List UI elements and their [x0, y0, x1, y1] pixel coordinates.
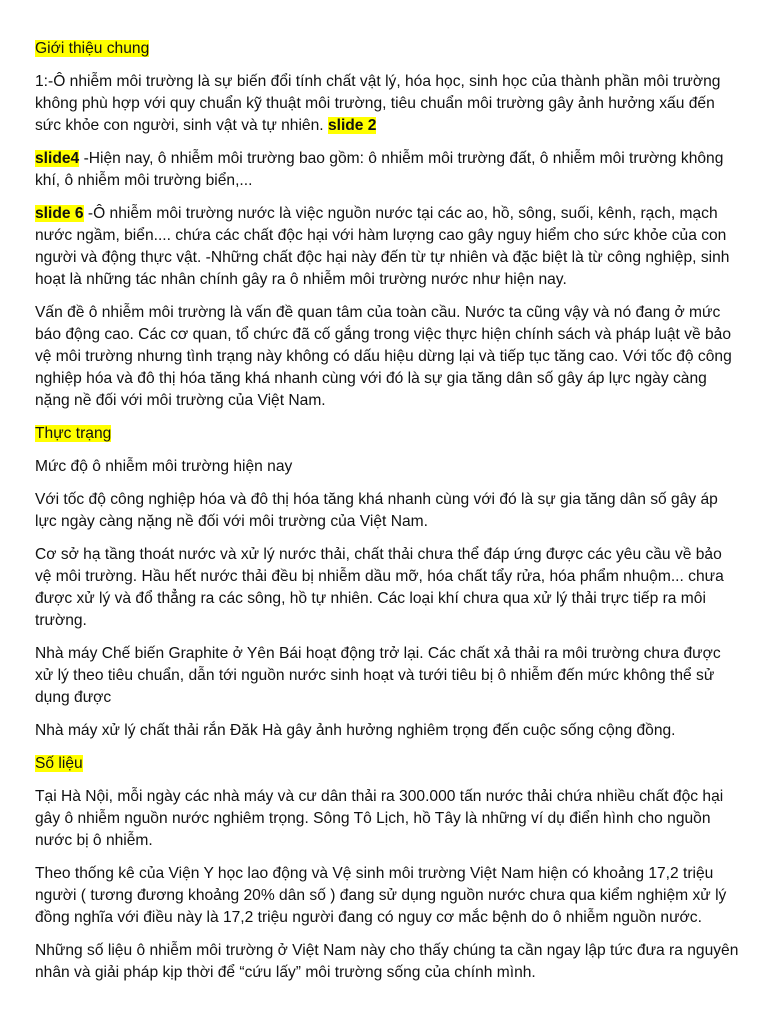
data-heading-paragraph — [35, 753, 741, 775]
statistics-paragraph: Theo thống kê của Viện Y học lao động và Vệ sinh môi trường Việt Nam hiện có khoảng 17,2 triệu người ( tương đương khoảng 20% dân số ) đang sử dụng nguồn nước chưa qua kiểm nghiệm xử lý đồng nghĩa với điều này là 17,2 triệu người đang có nguy cơ mắc bệnh do ô nhiễm nguồn nước. — [35, 865, 727, 926]
water-pollution-text: -Ô nhiễm môi trường nước là việc nguồn nước tại các ao, hồ, sông, suối, kênh, rạch, mạch nước ngầm, biển.... chứa các chất độc hại với hàm lượng cao gây nguy hiểm cho sức khỏe của con người và động thực vật. -Những chất độc hại này đến từ tự nhiên và đặc biệt là từ công nghiệp, sinh hoạt là những tác nhân chính gây ra ô nhiễm môi trường nước như hiện nay. — [35, 205, 730, 288]
conclusion-paragraph: Những số liệu ô nhiễm môi trường ở Việt Nam này cho thấy chúng ta cần ngay lập tức đưa ra nguyên nhân và giải pháp kịp thời để “cứu lấy” môi trường sống của chính mình. — [35, 942, 739, 981]
intro-heading: Giới thiệu chung — [35, 40, 150, 57]
definition-text: 1:-Ô nhiễm môi trường là sự biến đổi tính chất vật lý, hóa học, sinh học của thành phần môi trường không phù hợp với quy chuẩn kỹ thuật môi trường, tiêu chuẩn môi trường gây ảnh hưởng xấu đến sức khỏe con người, sinh vật và tự nhiên. — [35, 73, 721, 134]
global-issue-paragraph: Vấn đề ô nhiễm môi trường là vấn đề quan tâm của toàn cầu. Nước ta cũng vậy và nó đang ở mức báo động cao. Các cơ quan, tổ chức đã cố gắng trong việc thực hiện chính sách và pháp luật về bảo vệ môi trường nhưng tình trạng này không có dấu hiệu dừng lại và tiếp tục tăng cao. Với tốc độ công nghiệp hóa và đô thị hóa tăng khá nhanh cùng với đó là sự gia tăng dân số gây áp lực ngày càng nặng nề đối với môi trường của Việt Nam. — [35, 304, 732, 409]
definition-paragraph — [35, 71, 741, 137]
pollution-types-paragraph — [35, 148, 741, 192]
status-heading: Thực trạng — [35, 425, 112, 442]
status-heading-paragraph — [35, 423, 741, 445]
data-heading: Số liệu — [35, 755, 83, 772]
hanoi-wastewater-paragraph: Tại Hà Nội, mỗi ngày các nhà máy và cư dân thải ra 300.000 tấn nước thải chứa nhiều chất độc hại gây ô nhiễm nguồn nước nghiêm trọng. Sông Tô Lịch, hồ Tây là những ví dụ điển hình cho nguồn nước bị ô nhiễm. — [35, 788, 724, 849]
dak-ha-plant-paragraph: Nhà máy xử lý chất thải rắn Đăk Hà gây ảnh hưởng nghiêm trọng đến cuộc sống cộng đồng. — [35, 722, 676, 739]
document-page — [35, 38, 741, 995]
current-level-paragraph: Mức độ ô nhiễm môi trường hiện nay — [35, 458, 293, 475]
slide-6-tag: slide 6 — [35, 205, 84, 222]
slide-4-tag: slide4 — [35, 150, 80, 167]
pollution-types-text: -Hiện nay, ô nhiễm môi trường bao gồm: ô nhiễm môi trường đất, ô nhiễm môi trường không khí, ô nhiễm môi trường biển,... — [35, 150, 724, 189]
intro-heading-paragraph — [35, 38, 741, 60]
water-pollution-paragraph — [35, 203, 741, 291]
infrastructure-paragraph: Cơ sở hạ tầng thoát nước và xử lý nước thải, chất thải chưa thể đáp ứng được các yêu cầu về bảo vệ môi trường. Hầu hết nước thải đều bị nhiễm dầu mỡ, hóa chất tẩy rửa, hóa phẩm nhuộm... chưa được xử lý và đổ thẳng ra các sông, hồ tự nhiên. Các loại khí chưa qua xử lý thải trực tiếp ra môi trường. — [35, 546, 724, 629]
graphite-factory-paragraph: Nhà máy Chế biến Graphite ở Yên Bái hoạt động trở lại. Các chất xả thải ra môi trường chưa được xử lý theo tiêu chuẩn, dẫn tới nguồn nước sinh hoạt và tưới tiêu bị ô nhiễm đến mức không thể sử dụng được — [35, 645, 721, 706]
industrialization-paragraph: Với tốc độ công nghiệp hóa và đô thị hóa tăng khá nhanh cùng với đó là sự gia tăng dân số gây áp lực ngày càng nặng nề đối với môi trường của Việt Nam. — [35, 491, 718, 530]
slide-2-tag: slide 2 — [327, 117, 377, 134]
